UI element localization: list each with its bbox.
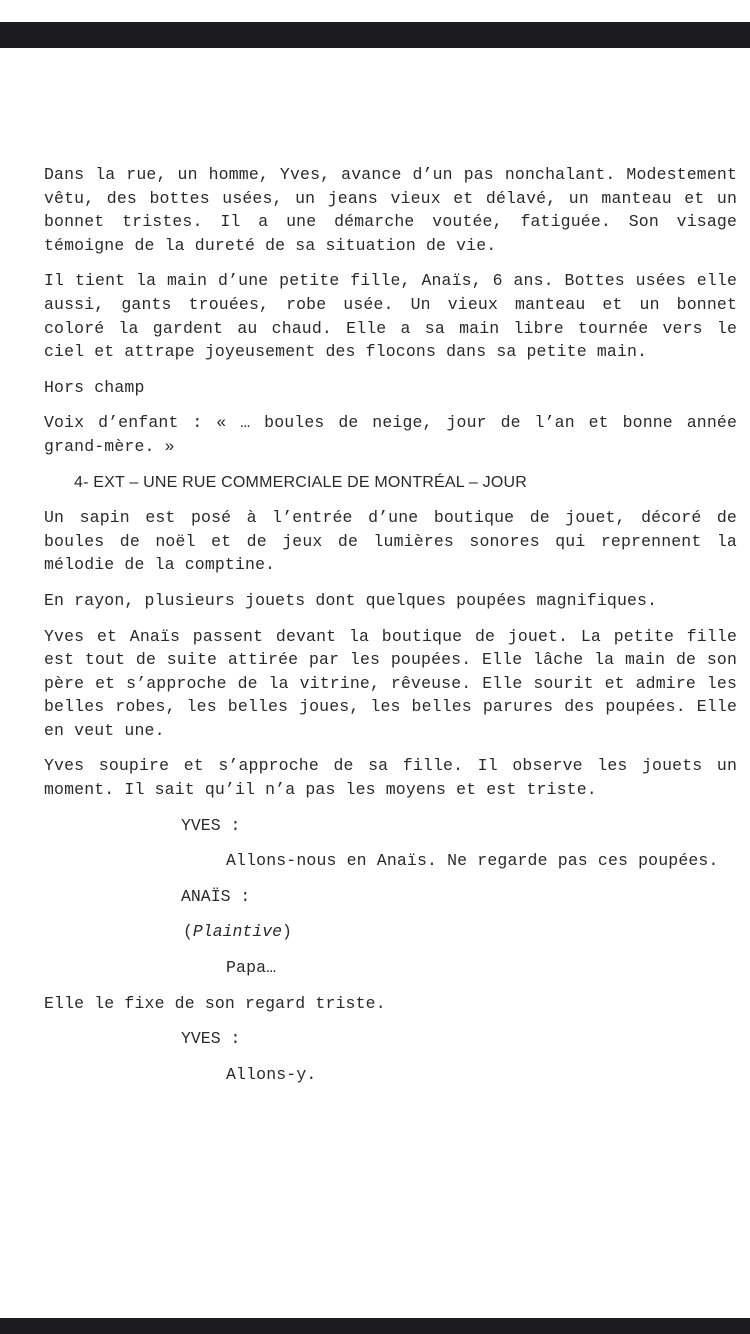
dialogue: Allons-y. xyxy=(226,1064,317,1084)
action-paragraph: Un sapin est posé à l’entrée d’une boutique de jouet, décoré de boules de noël et de jeux de lumières sonores qui reprennent la mélodie de la comptine. xyxy=(44,508,737,575)
parenthetical xyxy=(183,920,737,944)
action-paragraph: Dans la rue, un homme, Yves, avance d’un pas nonchalant. Modestement vêtu, des bottes usées, un jeans vieux et délavé, un manteau et un bonnet tristes. Il a une démarche voutée, fatiguée. Son visage témoigne de la dureté de sa situation de vie. xyxy=(44,165,737,255)
paren-close: ) xyxy=(282,922,292,942)
character-name: YVES : xyxy=(181,815,241,835)
home-indicator-bar xyxy=(0,1318,750,1334)
action-paragraph: Il tient la main d’une petite fille, Anaïs, 6 ans. Bottes usées elle aussi, gants trouées, robe usée. Un vieux manteau et un bonnet coloré la gardent au chaud. Elle a sa main libre tournée vers le ciel et attrape joyeusement des flocons dans sa petite main. xyxy=(44,271,737,362)
action-paragraph: Voix d’enfant : « … boules de neige, jour de l’an et bonne année grand-mère. » xyxy=(44,413,737,456)
character-name: ANAÏS : xyxy=(181,886,251,906)
status-bar xyxy=(0,22,750,48)
action-paragraph: Hors champ xyxy=(44,377,145,397)
dialogue: Papa… xyxy=(226,958,277,978)
dialogue: Allons-nous en Anaïs. Ne regarde pas ces poupées. xyxy=(226,851,719,871)
action-paragraph: Elle le fixe de son regard triste. xyxy=(44,993,386,1013)
action-paragraph: Yves soupire et s’approche de sa fille. Il observe les jouets un moment. Il sait qu’il n’a pas les moyens et est triste. xyxy=(44,756,737,800)
paren-open: ( xyxy=(183,922,193,942)
script-page xyxy=(44,163,737,1098)
scene-heading: 4- EXT – UNE RUE COMMERCIALE DE MONTRÉAL – JOUR xyxy=(74,473,528,491)
character-name: YVES : xyxy=(181,1029,241,1049)
action-paragraph: Yves et Anaïs passent devant la boutique de jouet. La petite fille est tout de suite attirée par les poupées. Elle lâche la main de son père et s’approche de la vitrine, rêveuse. Elle sourit et admire les belles robes, les belles joues, les belles parures des poupées. Elle en veut une. xyxy=(44,626,737,740)
parenthetical-text: Plaintive xyxy=(192,922,283,942)
action-paragraph: En rayon, plusieurs jouets dont quelques poupées magnifiques. xyxy=(44,590,658,610)
